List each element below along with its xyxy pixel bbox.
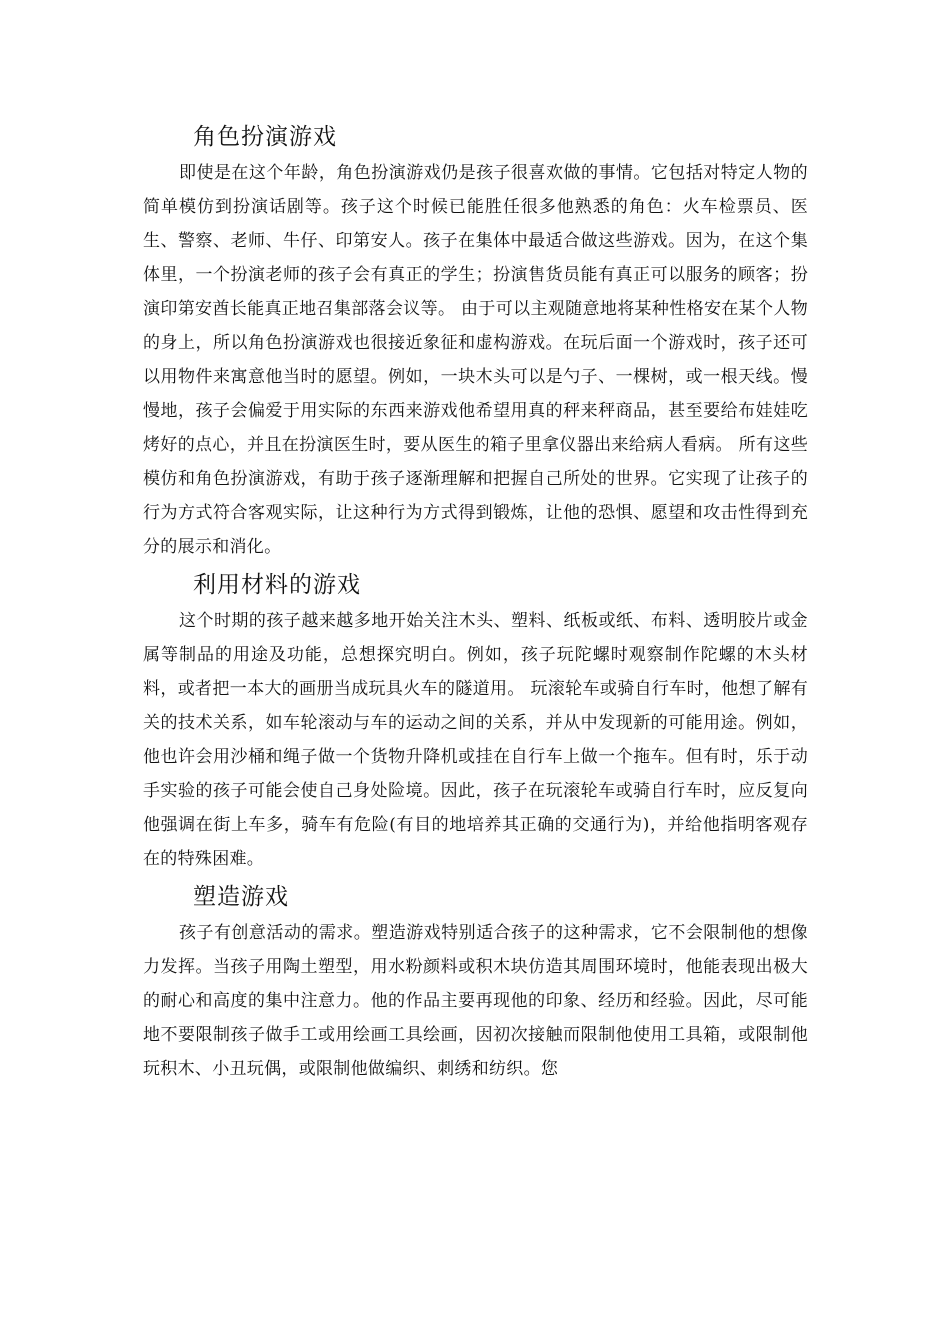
document-page [143,118,808,1086]
section-paragraph-modeling: 孩子有创意活动的需求。塑造游戏特别适合孩子的这种需求，它不会限制他的想像力发挥。当孩子用陶土塑型，用水粉颜料或积木块仿造其周围环境时，他能表现出极大的耐心和高度的集中注意力。他的作品主要再现他的印象、经历和经验。因此，尽可能地不要限制孩子做手工或用绘画工具绘画，因初次接触而限制他使用工具箱，或限制他玩积木、小丑玩偶，或限制他做编织、刺绣和纺织。您 [143,923,808,1079]
section-paragraph-materials: 这个时期的孩子越来越多地开始关注木头、塑料、纸板或纸、布料、透明胶片或金属等制品的用途及功能，总想探究明白。例如，孩子玩陀螺时观察制作陀螺的木头材料，或者把一本大的画册当成玩具火车的隧道用。 玩滚轮车或骑自行车时，他想了解有关的技术关系，如车轮滚动与车的运动之间的关系，并从中发现新的可能用途。例如，他也许会用沙桶和绳子做一个货物升降机或挂在自行车上做一个拖车。但有时，乐于动手实验的孩子可能会使自己身处险境。因此，孩子在玩滚轮车或骑自行车时，应反复向他强调在街上车多，骑车有危险(有目的地培养其正确的交通行为)，并给他指明客观存在的特殊困难。 [143,611,808,869]
section-paragraph-role-play: 即使是在这个年龄，角色扮演游戏仍是孩子很喜欢做的事情。它包括对特定人物的简单模仿到扮演话剧等。孩子这个时候已能胜任很多他熟悉的角色：火车检票员、医生、警察、老师、牛仔、印第安人。孩子在集体中最适合做这些游戏。因为，在这个集体里，一个扮演老师的孩子会有真正的学生；扮演售货员能有真正可以服务的顾客；扮演印第安酋长能真正地召集部落会议等。 由于可以主观随意地将某种性格安在某个人物的身上，所以角色扮演游戏也很接近象征和虚构游戏。在玩后面一个游戏时，孩子还可以用物件来寓意他当时的愿望。例如，一块木头可以是勺子、一棵树，或一根天线。慢慢地，孩子会偏爱于用实际的东西来游戏他希望用真的秤来秤商品，甚至要给布娃娃吃烤好的点心，并且在扮演医生时，要从医生的箱子里拿仪器出来给病人看病。 所有这些模仿和角色扮演游戏，有助于孩子逐渐理解和把握自己所处的世界。它实现了让孩子的行为方式符合客观实际，让这种行为方式得到锻炼，让他的恐惧、愿望和攻击性得到充分的展示和消化。 [143,163,808,557]
section-heading-materials: 利用材料的游戏 [193,572,361,598]
section-heading-modeling: 塑造游戏 [193,884,289,910]
section-heading-role-play: 角色扮演游戏 [193,124,337,150]
